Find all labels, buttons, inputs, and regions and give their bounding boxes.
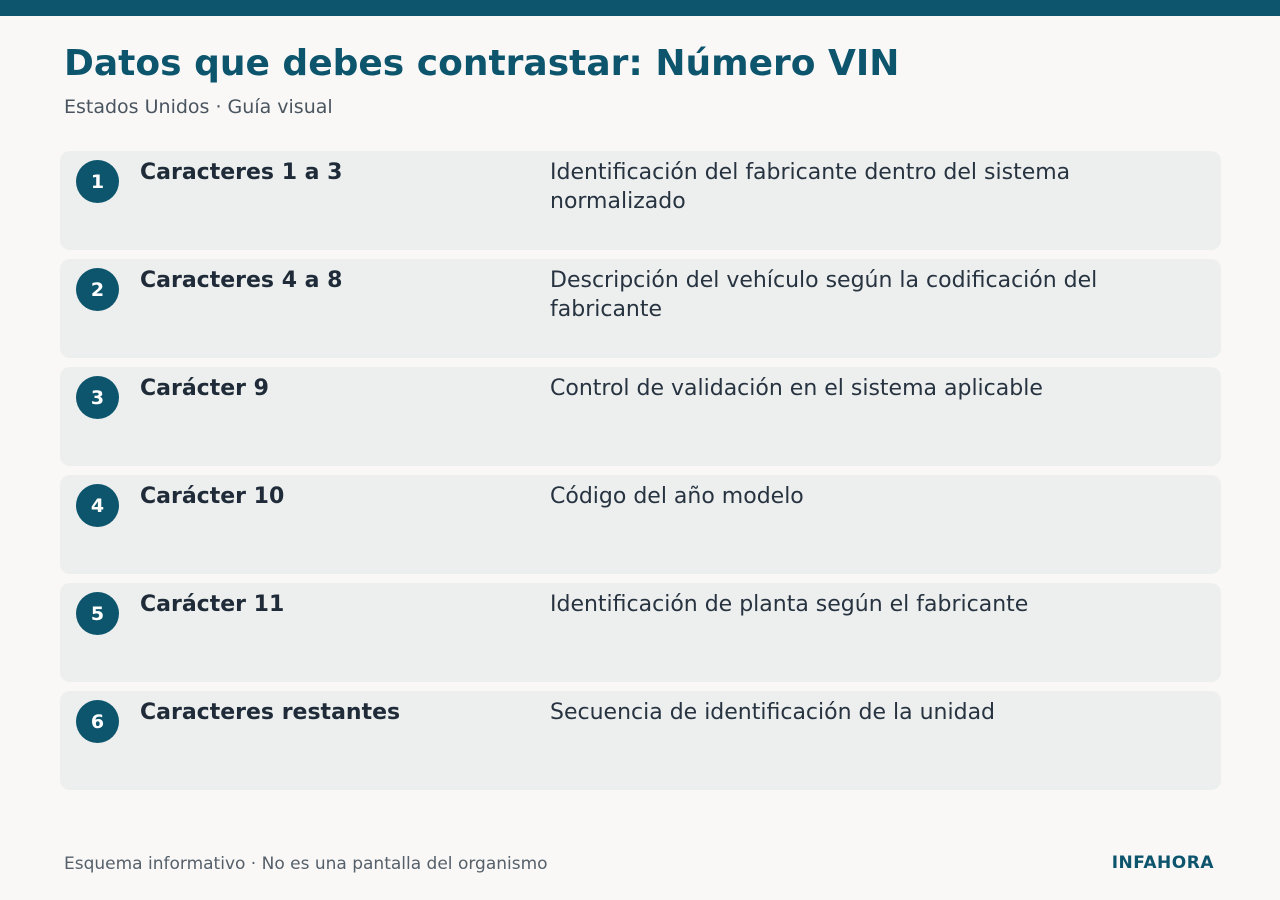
row-description: Identificación de planta según el fabricante bbox=[550, 592, 1029, 617]
row-description: Secuencia de identificación de la unidad bbox=[550, 700, 996, 725]
row-label: Caracteres 4 a 8 bbox=[140, 268, 343, 293]
row-description: Identificación del fabricante dentro del sistema normalizado bbox=[550, 160, 1071, 214]
top-accent-bar bbox=[0, 0, 1280, 16]
list-item-vin-1-3 bbox=[60, 151, 1221, 250]
row-label: Carácter 10 bbox=[140, 484, 285, 509]
footer-disclaimer: Esquema informativo · No es una pantalla del organismo bbox=[64, 854, 548, 874]
row-description: Control de validación en el sistema aplicable bbox=[550, 376, 1043, 401]
row-description: Código del año modelo bbox=[550, 484, 804, 509]
list-item-vin-4-8 bbox=[60, 259, 1221, 358]
row-label: Caracteres 1 a 3 bbox=[140, 160, 343, 185]
step-number-badge: 4 bbox=[76, 484, 119, 527]
vin-sections-list bbox=[60, 151, 1221, 799]
list-item-vin-remaining bbox=[60, 691, 1221, 790]
brand-logo-text: INFAHORA bbox=[1111, 853, 1214, 873]
step-number-badge: 6 bbox=[76, 700, 119, 743]
step-number-badge: 2 bbox=[76, 268, 119, 311]
step-number-badge: 5 bbox=[76, 592, 119, 635]
row-label: Caracteres restantes bbox=[140, 700, 401, 725]
row-label: Carácter 11 bbox=[140, 592, 285, 617]
step-number-badge: 3 bbox=[76, 376, 119, 419]
step-number-badge: 1 bbox=[76, 160, 119, 203]
row-label: Carácter 9 bbox=[140, 376, 269, 401]
list-item-vin-11 bbox=[60, 583, 1221, 682]
row-description: Descripción del vehículo según la codificación del fabricante bbox=[550, 268, 1098, 322]
page-title: Datos que debes contrastar: Número VIN bbox=[64, 43, 900, 84]
page-subtitle: Estados Unidos · Guía visual bbox=[64, 96, 333, 118]
list-item-vin-10 bbox=[60, 475, 1221, 574]
list-item-vin-9 bbox=[60, 367, 1221, 466]
